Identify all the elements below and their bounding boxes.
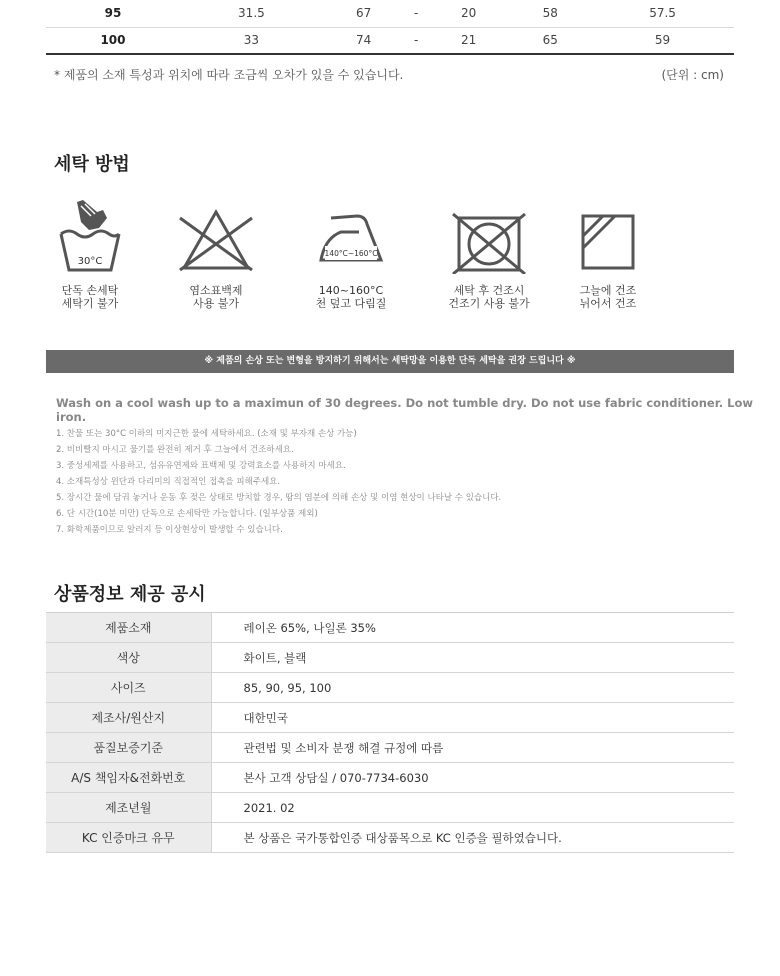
care-instructions [56,426,501,538]
care-icons [46,198,734,318]
list-item: 4. 소재특성상 윈단과 다리미의 직접적인 접촉을 피해주세요. [56,477,281,487]
info-value: 화이트, 블랙 [211,643,734,673]
size-table [46,0,734,55]
table-row [46,703,734,733]
wash-temp-badge: 30°C [77,256,103,267]
washing-title: 세탁 방법 [54,154,130,175]
no-bleach-icon [176,198,256,274]
care-caption-2: 건조기 사용 불가 [448,297,530,310]
product-info-title: 상품정보 제공 공시 [54,584,206,605]
care-caption-1: 세탁 후 건조시 [453,284,525,297]
dry-flat-shade-icon [573,198,643,274]
value-cell: - [405,27,428,54]
care-item-no-tumble-dry [439,198,539,310]
care-caption-2: 세탁기 불가 [61,297,119,310]
list-item: 7. 화학제품이므로 알러지 등 이상현상이 발생할 수 있습니다. [56,525,283,535]
care-caption-1: 염소표백제 [189,284,243,297]
info-value: 대한민국 [211,703,734,733]
value-cell: 33 [180,27,323,54]
value-cell: 58 [509,0,591,27]
info-label: 제품소재 [46,613,211,643]
info-value: 레이온 65%, 나일론 35% [211,613,734,643]
iron-temp-badge: 140°C~160°C [324,249,378,258]
care-item-dry-shade [558,198,658,310]
table-row [46,643,734,673]
info-label: A/S 책임자&전화번호 [46,763,211,793]
value-cell: 21 [428,27,510,54]
care-caption-1: 단독 손세탁 [61,284,119,297]
care-item-hand-wash [40,198,140,310]
list-item: 2. 비비빨지 마시고 물기를 완전히 제거 후 그늘에서 건조하세요. [56,445,294,455]
info-value: 본사 고객 상담실 / 070-7734-6030 [211,763,734,793]
care-caption-2: 사용 불가 [192,297,239,310]
wash-banner: ※ 제품의 손상 또는 변형을 방지하기 위해서는 세탁망을 이용한 단독 세탁을 권장 드립니다 ※ [46,350,734,373]
value-cell: 74 [323,27,405,54]
product-info-table [46,612,734,853]
size-unit: (단위 : cm) [661,68,724,82]
list-item: 6. 단 시간(10분 미만) 단독으로 손세탁만 가능합니다. (일부상품 제외) [56,509,318,519]
care-caption-1: 140~160°C [318,284,384,297]
value-cell: 57.5 [591,0,734,27]
value-cell: - [405,0,428,27]
care-caption-2: 뉘어서 건조 [579,297,637,310]
iron-icon [311,198,391,274]
table-row [46,733,734,763]
value-cell: 67 [323,0,405,27]
table-row [46,823,734,853]
list-item: 5. 장시간 물에 담궈 놓거나 운동 후 젖은 상태로 방치할 경우, 땀의 염분에 의해 손상 및 이염 현상이 나타날 수 있습니다. [56,493,502,503]
info-label: 색상 [46,643,211,673]
info-value: 85, 90, 95, 100 [211,673,734,703]
info-label: 품질보증기준 [46,733,211,763]
value-cell: 20 [428,0,510,27]
care-caption-1: 그늘에 건조 [579,284,637,297]
table-row [46,793,734,823]
size-note: * 제품의 소재 특성과 위치에 따라 조금씩 오차가 있을 수 있습니다. [54,68,404,82]
table-row [46,613,734,643]
info-value: 관련법 및 소비자 분쟁 해결 규정에 따름 [211,733,734,763]
size-cell: 95 [46,0,180,27]
info-label: KC 인증마크 유무 [46,823,211,853]
no-tumble-dry-icon [449,198,529,274]
care-caption-2: 천 덮고 다림질 [315,297,387,310]
info-label: 제조사/원산지 [46,703,211,733]
hand-wash-icon [55,198,125,274]
english-instructions: Wash on a cool wash up to a maximun of 30 degrees. Do not tumble dry. Do not use fabric conditioner. Low iron. [56,396,753,424]
care-item-iron [301,198,401,310]
table-row [46,27,734,54]
care-item-no-bleach [166,198,266,310]
info-value: 본 상품은 국가통합인증 대상품목으로 KC 인증을 필하였습니다. [211,823,734,853]
value-cell: 59 [591,27,734,54]
table-row [46,0,734,27]
value-cell: 31.5 [180,0,323,27]
table-row [46,763,734,793]
list-item: 3. 중성세제를 사용하고, 섬유유연제와 표백제 및 강력효소를 사용하지 마세요. [56,461,346,471]
table-row [46,673,734,703]
value-cell: 65 [509,27,591,54]
size-cell: 100 [46,27,180,54]
info-label: 제조년월 [46,793,211,823]
list-item: 1. 찬물 또는 30°C 이하의 미지근한 물에 세탁하세요. (소재 및 부자재 손상 가능) [56,429,357,439]
info-value: 2021. 02 [211,793,734,823]
info-label: 사이즈 [46,673,211,703]
